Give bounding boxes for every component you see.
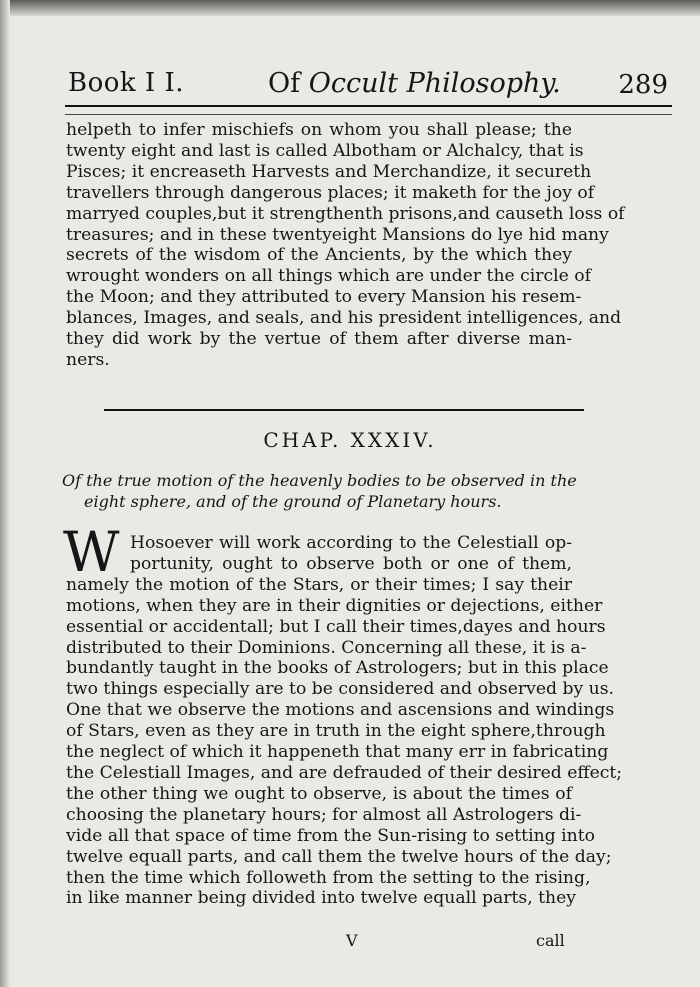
text-line: namely the motion of the Stars, or their times; I say their (66, 574, 572, 595)
page-top-shadow (0, 0, 700, 16)
text-line: twenty eight and last is called Albotham or Alchalcy, that is (66, 140, 584, 161)
drop-cap: W (63, 520, 120, 584)
text-line: Hosoever will work according to the Celestiall op- (130, 533, 572, 553)
header-rule-thick (65, 105, 672, 107)
running-header (68, 62, 668, 106)
text-line: helpeth to infer mischiefs on whom you shall please; the (66, 120, 572, 140)
text-line: bundantly taught in the books of Astrologers; but in this place (66, 658, 609, 679)
book-label: Book I I. (68, 68, 185, 98)
paragraph-continued (66, 120, 625, 371)
running-title-prefix: Of (268, 68, 301, 99)
page-left-shadow (0, 0, 10, 987)
text-line: motions, when they are in their dignities or dejections, either (66, 595, 603, 616)
signature-mark: V (346, 931, 358, 950)
text-line: two things especially are to be considered and observed by us. (66, 679, 615, 700)
text-line: then the time which followeth from the setting to the rising, (66, 867, 591, 888)
text-line: blances, Images, and seals, and his president intelligences, and (66, 308, 622, 329)
text-line: they did work by the vertue of them after diverse man- (66, 329, 572, 350)
text-line: of Stars, even as they are in truth in the eight sphere,through (66, 721, 606, 742)
text-line: the Moon; and they attributed to every Mansion his resem- (66, 287, 582, 308)
text-line: wrought wonders on all things which are under the circle of (66, 266, 591, 287)
text-line: secrets of the wisdom of the Ancients, by the which they (66, 245, 572, 266)
text-line: travellers through dangerous places; it maketh for the joy of (66, 182, 595, 203)
text-line: One that we observe the motions and ascensions and windings (66, 700, 615, 721)
subtitle-line: Of the true motion of the heavenly bodies to be observed in the (62, 471, 577, 490)
catchword: call (536, 931, 565, 950)
text-line: the Celestiall Images, and are defrauded of their desired effect; (66, 762, 623, 783)
text-line: choosing the planetary hours; for almost all Astrologers di- (66, 804, 582, 825)
text-line: Pisces; it encreaseth Harvests and Merchandize, it secureth (66, 161, 592, 182)
section-divider (104, 409, 584, 411)
subtitle-line: eight sphere, and of the ground of Planetary hours. (84, 492, 502, 511)
text-line: vide all that space of time from the Sun-rising to setting into (66, 825, 595, 846)
text-line: essential or accidentall; but I call their times,dayes and hours (66, 616, 606, 637)
running-title-italic: Occult Philosophy. (308, 68, 561, 99)
text-line: treasures; and in these twentyeight Mansions do lye hid many (66, 224, 609, 245)
text-line: distributed to their Dominions. Concerning all these, it is a- (66, 637, 587, 658)
text-line: in like manner being divided into twelve equall parts, they (66, 888, 577, 909)
chapter-subtitle (62, 470, 577, 512)
chapter-paragraph (66, 533, 623, 909)
running-title (268, 68, 561, 99)
header-rule-thin (65, 114, 672, 115)
text-line: the other thing we ought to observe, is about the times of (66, 783, 572, 804)
text-line: ners. (66, 349, 110, 370)
text-line: twelve equall parts, and call them the twelve hours of the day; (66, 846, 612, 867)
text-line: marryed couples,but it strengthenth prisons,and causeth loss of (66, 203, 625, 224)
chapter-heading: CHAP. XXXIV. (263, 428, 437, 452)
page-number: 289 (618, 70, 668, 100)
text-line: the neglect of which it happeneth that many err in fabricating (66, 742, 609, 763)
text-line: portunity, ought to observe both or one of them, (130, 553, 572, 574)
